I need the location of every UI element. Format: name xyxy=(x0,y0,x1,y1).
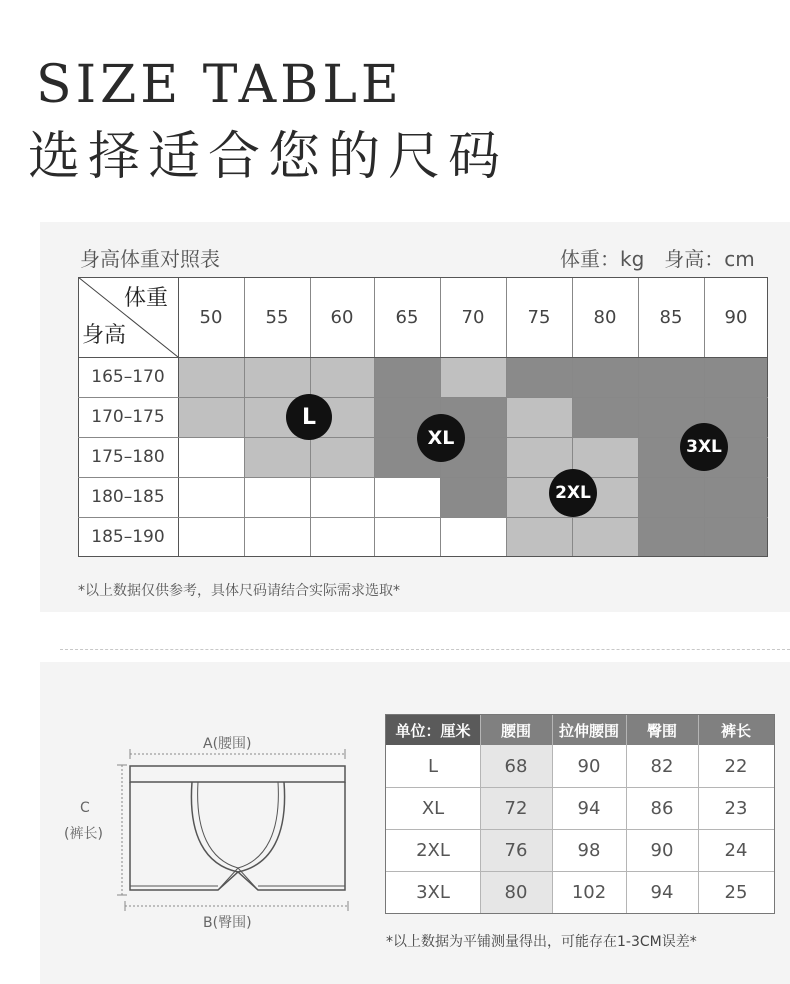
weight-header: 60 xyxy=(310,277,374,357)
weight-header: 80 xyxy=(572,277,638,357)
size-cell xyxy=(310,437,374,477)
spec-cell: 102 xyxy=(571,881,607,903)
size-cell xyxy=(178,397,244,437)
spec-cell: 22 xyxy=(724,755,748,777)
spec-cell: 72 xyxy=(504,797,528,819)
spec-cell: XL xyxy=(421,797,445,819)
weight-header: 65 xyxy=(374,277,440,357)
boxer-diagram xyxy=(100,740,360,920)
size-cell xyxy=(178,517,244,557)
size-cell xyxy=(506,517,572,557)
unit-caption: 体重：kg 身高：cm xyxy=(560,247,755,271)
size-cell xyxy=(704,357,768,397)
spec-cell: 90 xyxy=(577,755,601,777)
spec-cell: 2XL xyxy=(416,839,450,861)
spec-cell: 98 xyxy=(577,839,601,861)
size-cell xyxy=(440,357,506,397)
spec-cell: 80 xyxy=(504,881,528,903)
section-divider xyxy=(60,649,790,650)
spec-cell: 25 xyxy=(724,881,748,903)
spec-cell: 76 xyxy=(504,839,528,861)
size-badge-xl: XL xyxy=(417,414,465,462)
measurement-note: *以上数据为平铺测量得出，可能存在1-3CM误差* xyxy=(386,934,697,950)
size-badge-2xl: 2XL xyxy=(549,469,597,517)
size-cell xyxy=(244,437,310,477)
spec-cell: L xyxy=(427,755,439,777)
size-cell xyxy=(572,517,638,557)
size-cell xyxy=(244,477,310,517)
size-cell xyxy=(310,517,374,557)
spec-cell: 94 xyxy=(577,797,601,819)
weight-header: 50 xyxy=(178,277,244,357)
size-cell xyxy=(310,357,374,397)
size-cell xyxy=(244,517,310,557)
page-title-english: SIZE TABLE xyxy=(36,55,403,115)
size-cell xyxy=(178,357,244,397)
size-cell xyxy=(638,357,704,397)
corner-weight-label: 体重 xyxy=(124,286,169,311)
size-cell xyxy=(440,517,506,557)
spec-cell: 86 xyxy=(650,797,674,819)
size-cell xyxy=(638,517,704,557)
waist-label: A(腰围) xyxy=(203,736,252,752)
size-cell xyxy=(244,357,310,397)
height-weight-caption: 身高体重对照表 xyxy=(80,247,220,271)
size-cell xyxy=(374,517,440,557)
size-cell xyxy=(178,477,244,517)
size-spec-table xyxy=(385,714,775,914)
size-cell xyxy=(704,517,768,557)
height-row-label: 165–170 xyxy=(78,357,178,397)
size-cell xyxy=(506,357,572,397)
spec-cell: 94 xyxy=(650,881,674,903)
height-weight-grid xyxy=(78,277,768,557)
height-row-label: 175–180 xyxy=(78,437,178,477)
spec-header: 裤长 xyxy=(698,715,774,745)
size-cell xyxy=(506,397,572,437)
size-cell xyxy=(704,477,768,517)
reference-note: *以上数据仅供参考，具体尺码请结合实际需求选取* xyxy=(78,583,400,599)
height-row-label: 170–175 xyxy=(78,397,178,437)
spec-cell: 3XL xyxy=(416,881,450,903)
size-badge-3xl: 3XL xyxy=(680,423,728,471)
spec-header: 腰围 xyxy=(480,715,552,745)
height-row-label: 185–190 xyxy=(78,517,178,557)
spec-cell: 82 xyxy=(650,755,674,777)
weight-header: 75 xyxy=(506,277,572,357)
size-cell xyxy=(572,357,638,397)
size-cell xyxy=(638,477,704,517)
height-row-label: 180–185 xyxy=(78,477,178,517)
hip-label: B(臀围) xyxy=(203,915,252,931)
spec-cell: 24 xyxy=(724,839,748,861)
size-cell xyxy=(440,477,506,517)
size-badge-l: L xyxy=(286,394,332,440)
weight-header: 85 xyxy=(638,277,704,357)
size-cell xyxy=(374,477,440,517)
page-title-chinese: 选择适合您的尺码 xyxy=(28,127,509,187)
size-cell xyxy=(374,357,440,397)
corner-height-label: 身高 xyxy=(82,323,127,348)
spec-cell: 23 xyxy=(724,797,748,819)
length-label: C xyxy=(80,800,90,816)
spec-header: 拉伸腰围 xyxy=(552,715,626,745)
spec-cell: 68 xyxy=(504,755,528,777)
weight-header: 90 xyxy=(704,277,768,357)
spec-cell: 90 xyxy=(650,839,674,861)
spec-header: 单位：厘米 xyxy=(386,715,480,745)
weight-header: 70 xyxy=(440,277,506,357)
size-cell xyxy=(178,437,244,477)
size-cell xyxy=(310,477,374,517)
size-cell xyxy=(572,397,638,437)
spec-header: 臀围 xyxy=(626,715,698,745)
weight-header: 55 xyxy=(244,277,310,357)
length-label-sub: (裤长) xyxy=(64,826,103,842)
